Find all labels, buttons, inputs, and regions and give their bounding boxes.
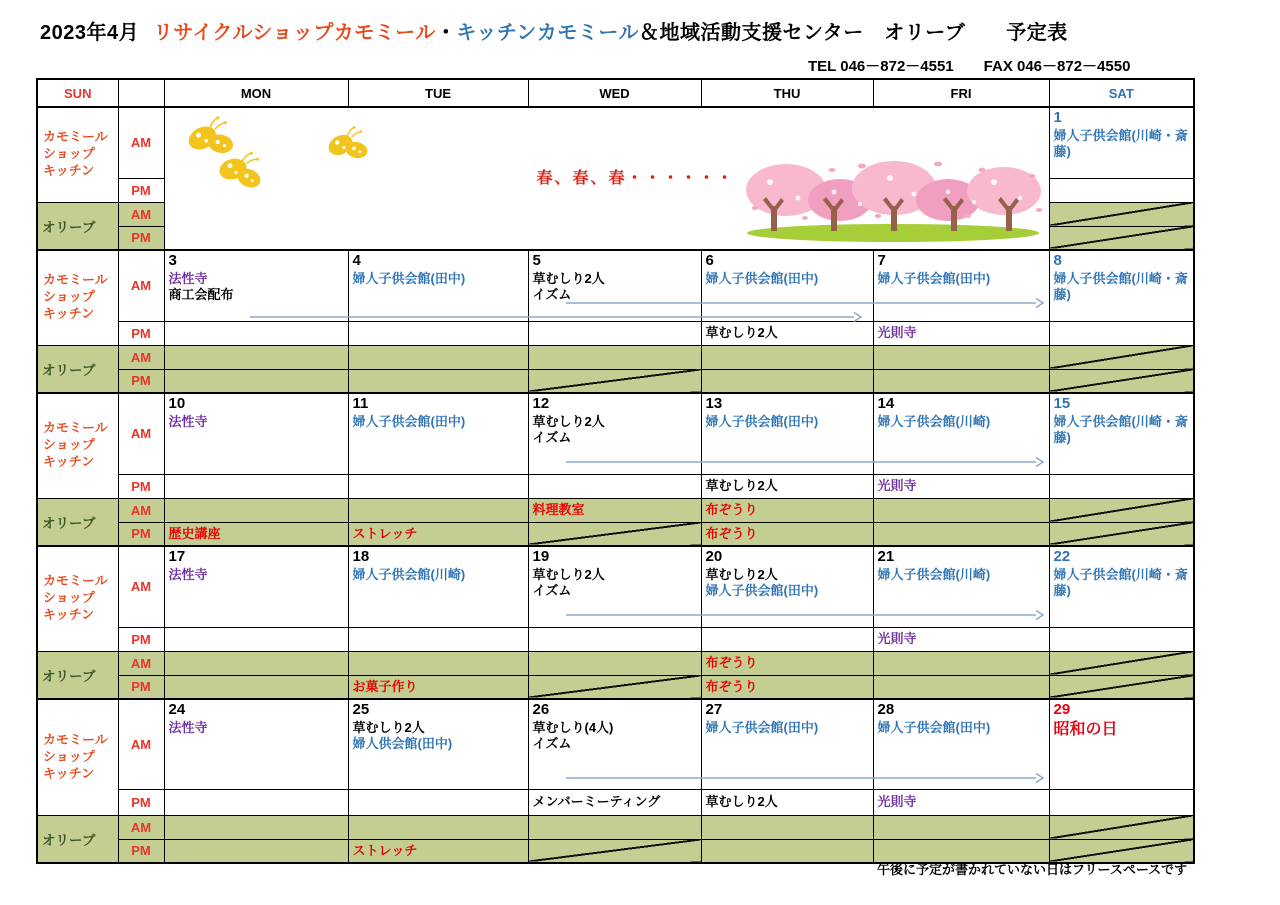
- title-shop-name: リサイクルショップカモミール: [153, 22, 436, 44]
- cell-apr22-olive-pm: [1049, 675, 1194, 699]
- event-text: 婦人子供会館(田中): [705, 583, 819, 599]
- cell-apr19-pm: [528, 627, 701, 651]
- title-rest: ＆地域活動支援センター オリーブ 予定表: [639, 22, 1068, 44]
- cell-apr1-olive-pm: [1049, 226, 1194, 250]
- cell-apr27-olive-am: [701, 815, 873, 839]
- cell-apr14-olive-pm: [873, 522, 1049, 546]
- row-label-olive: オリーブ: [37, 815, 118, 863]
- cell-apr1-olive-am: [1049, 202, 1194, 226]
- cell-apr24-am: [164, 699, 348, 789]
- day-header-row: [37, 79, 1194, 107]
- date-number: 17: [168, 548, 186, 565]
- ampm-label-pm: PM: [118, 522, 164, 546]
- cell-apr28-pm: [873, 789, 1049, 815]
- cell-apr12-am: [528, 393, 701, 474]
- cell-apr26-olive-am: [528, 815, 701, 839]
- cell-apr15-olive-pm: [1049, 522, 1194, 546]
- cell-apr18-pm: [348, 627, 528, 651]
- event-text: 草むしり(4人): [532, 720, 614, 735]
- label-line: ショップ: [43, 590, 95, 606]
- cell-apr7-olive-am: [873, 345, 1049, 369]
- event-text: メンバーミーティング: [532, 793, 661, 809]
- day-header-blank: [118, 79, 164, 107]
- cell-apr17-olive-am: [164, 651, 348, 675]
- cell-apr28-olive-am: [873, 815, 1049, 839]
- event-text: 婦人子供会館(田中): [877, 720, 991, 735]
- cell-apr5-olive-pm: [528, 369, 701, 393]
- event-text: 光則寺: [877, 324, 917, 340]
- contact-info: [808, 55, 1130, 76]
- event-text: 婦人子供会館(川崎): [877, 567, 991, 582]
- cell-apr14-am: [873, 393, 1049, 474]
- cell-apr3-pm: [164, 321, 348, 345]
- cell-apr13-am: [701, 393, 873, 474]
- cell-apr12-pm: [528, 474, 701, 498]
- cell-apr26-pm: [528, 789, 701, 815]
- event-text: 歴史講座: [168, 525, 221, 541]
- ampm-label-am: AM: [118, 345, 164, 369]
- ampm-label-am: AM: [118, 546, 164, 627]
- event-text: 布ぞうり: [705, 501, 758, 517]
- cell-apr24-olive-pm: [164, 839, 348, 863]
- date-number: 7: [877, 252, 886, 269]
- event-text: 商工会配布: [168, 287, 234, 303]
- event-text: 草むしり2人: [352, 720, 425, 735]
- label-line: ショップ: [43, 437, 95, 453]
- date-number: 3: [168, 252, 177, 269]
- cell-apr18-olive-pm: [348, 675, 528, 699]
- event-text: 草むしり2人: [705, 324, 778, 340]
- cell-apr15-pm: [1049, 474, 1194, 498]
- cell-apr4-olive-am: [348, 345, 528, 369]
- date-number: 21: [877, 548, 895, 565]
- event-text: 草むしり2人: [532, 414, 605, 429]
- cell-apr11-olive-am: [348, 498, 528, 522]
- cell-apr11-pm: [348, 474, 528, 498]
- ampm-label-am: AM: [118, 498, 164, 522]
- event-text: 布ぞうり: [705, 654, 758, 670]
- date-number: 29: [1053, 701, 1071, 718]
- label-line: カモミール: [43, 272, 108, 288]
- cell-apr6-pm: [701, 321, 873, 345]
- row-label-chamomile: [37, 250, 118, 345]
- cell-apr22-olive-am: [1049, 651, 1194, 675]
- date-number: 24: [168, 701, 186, 718]
- day-header-wed: WED: [528, 79, 701, 107]
- cell-apr25-olive-am: [348, 815, 528, 839]
- cell-apr11-am: [348, 393, 528, 474]
- event-text: 昭和の日: [1053, 721, 1118, 738]
- cell-apr29-olive-am: [1049, 815, 1194, 839]
- cherry-blossom-trees-icon: [742, 158, 1044, 244]
- date-number: 1: [1053, 109, 1062, 126]
- ampm-label-am: AM: [118, 250, 164, 321]
- cell-apr10-olive-am: [164, 498, 348, 522]
- ampm-label-am: AM: [118, 107, 164, 178]
- label-line: キッチン: [43, 607, 95, 623]
- date-number: 20: [705, 548, 723, 565]
- date-number: 10: [168, 395, 186, 412]
- cell-apr3-olive-am: [164, 345, 348, 369]
- cell-apr8-olive-pm: [1049, 369, 1194, 393]
- ampm-label-am: AM: [118, 815, 164, 839]
- cell-apr20-pm: [701, 627, 873, 651]
- event-text: 婦人子供会館(田中): [705, 271, 819, 286]
- ampm-label-pm: PM: [118, 675, 164, 699]
- label-line: カモミール: [43, 731, 108, 747]
- cell-apr20-olive-pm: [701, 675, 873, 699]
- row-label-olive: オリーブ: [37, 345, 118, 393]
- cell-apr12-olive-am: [528, 498, 701, 522]
- event-text: 料理教室: [532, 501, 585, 517]
- row-label-chamomile: [37, 393, 118, 498]
- spring-decoration-cell: [164, 107, 1049, 250]
- event-text: 草むしり2人: [705, 567, 778, 582]
- day-header-tue: TUE: [348, 79, 528, 107]
- cell-apr10-am: [164, 393, 348, 474]
- row-label-chamomile: [37, 107, 118, 202]
- event-text: イズム: [532, 287, 572, 303]
- cell-apr26-olive-pm: [528, 839, 701, 863]
- cell-apr19-am: [528, 546, 701, 627]
- date-number: 6: [705, 252, 714, 269]
- date-number: 12: [532, 395, 550, 412]
- label-line: ショップ: [43, 748, 95, 764]
- row-label-olive: オリーブ: [37, 498, 118, 546]
- cell-apr17-pm: [164, 627, 348, 651]
- ampm-label-am: AM: [118, 202, 164, 226]
- day-header-thu: THU: [701, 79, 873, 107]
- event-text: 婦人子供会館(田中): [352, 414, 466, 429]
- date-number: 28: [877, 701, 895, 718]
- ampm-label-am: AM: [118, 651, 164, 675]
- event-text: 婦人子供会館(川崎・斎藤): [1053, 271, 1188, 303]
- cell-apr20-olive-am: [701, 651, 873, 675]
- ampm-label-pm: PM: [118, 178, 164, 202]
- cell-apr19-olive-am: [528, 651, 701, 675]
- cell-apr3-am: [164, 250, 348, 321]
- event-text: 法性寺: [168, 271, 208, 286]
- ampm-label-pm: PM: [118, 839, 164, 863]
- event-text: 光則寺: [877, 793, 917, 809]
- event-text: 草むしり2人: [705, 793, 778, 809]
- date-number: 25: [352, 701, 370, 718]
- event-text: 布ぞうり: [705, 525, 758, 541]
- day-header-fri: FRI: [873, 79, 1049, 107]
- spring-text: 春、春、春・・・・・・: [536, 170, 735, 187]
- cell-apr15-olive-am: [1049, 498, 1194, 522]
- cell-apr27-am: [701, 699, 873, 789]
- cell-apr18-olive-am: [348, 651, 528, 675]
- row-label-olive: オリーブ: [37, 202, 118, 250]
- label-line: カモミール: [43, 420, 108, 436]
- cell-apr13-olive-pm: [701, 522, 873, 546]
- cell-apr5-olive-am: [528, 345, 701, 369]
- ampm-label-pm: PM: [118, 369, 164, 393]
- cell-apr8-olive-am: [1049, 345, 1194, 369]
- event-text: 草むしり2人: [532, 271, 605, 286]
- cell-apr14-pm: [873, 474, 1049, 498]
- cell-apr7-pm: [873, 321, 1049, 345]
- cell-apr21-am: [873, 546, 1049, 627]
- event-text: 婦人子供会館(川崎・斎藤): [1053, 567, 1188, 599]
- ampm-label-pm: PM: [118, 226, 164, 250]
- date-number: 27: [705, 701, 723, 718]
- page-title: [40, 16, 1068, 45]
- cell-apr21-olive-pm: [873, 675, 1049, 699]
- date-number: 15: [1053, 395, 1071, 412]
- row-label-chamomile: [37, 546, 118, 651]
- tel-number: TEL 046－872－4551: [808, 58, 954, 75]
- cell-apr13-olive-am: [701, 498, 873, 522]
- ampm-label-am: AM: [118, 699, 164, 789]
- cell-apr25-pm: [348, 789, 528, 815]
- cell-apr7-am: [873, 250, 1049, 321]
- cell-apr17-olive-pm: [164, 675, 348, 699]
- cell-apr22-pm: [1049, 627, 1194, 651]
- day-header-sat: SAT: [1049, 79, 1194, 107]
- cell-apr8-pm: [1049, 321, 1194, 345]
- date-number: 19: [532, 548, 550, 565]
- cell-apr5-am: [528, 250, 701, 321]
- date-number: 8: [1053, 252, 1062, 269]
- butterfly-icon: [208, 142, 274, 199]
- event-text: 草むしり2人: [532, 567, 605, 582]
- cell-apr15-am: [1049, 393, 1194, 474]
- event-text: 婦人子供会館(田中): [352, 271, 466, 286]
- event-text: 婦人子供会館(川崎・斎藤): [1053, 128, 1188, 160]
- butterfly-icon: [323, 124, 375, 166]
- label-line: キッチン: [43, 454, 95, 470]
- cell-apr25-am: [348, 699, 528, 789]
- cell-apr21-pm: [873, 627, 1049, 651]
- cell-apr29-am: [1049, 699, 1194, 789]
- cell-apr12-olive-pm: [528, 522, 701, 546]
- ampm-label-pm: PM: [118, 627, 164, 651]
- schedule-table: [36, 78, 1195, 864]
- event-text: イズム: [532, 430, 572, 446]
- event-text: 婦人子供会館(川崎・斎藤): [1053, 414, 1188, 446]
- cell-apr10-pm: [164, 474, 348, 498]
- event-text: 光則寺: [877, 630, 917, 646]
- date-number: 14: [877, 395, 895, 412]
- event-text: 婦人子供会館(川崎): [352, 567, 466, 582]
- event-text: 法性寺: [168, 567, 208, 582]
- cell-apr6-olive-am: [701, 345, 873, 369]
- day-header-sun: SUN: [37, 79, 118, 107]
- day-header-mon: MON: [164, 79, 348, 107]
- event-text: 婦人供会館(田中): [352, 736, 453, 752]
- cell-apr5-pm: [528, 321, 701, 345]
- label-line: カモミール: [43, 129, 108, 145]
- cell-apr24-pm: [164, 789, 348, 815]
- cell-apr17-am: [164, 546, 348, 627]
- row-label-chamomile: [37, 699, 118, 815]
- cell-apr1-am: [1049, 107, 1194, 178]
- date-number: 4: [352, 252, 361, 269]
- label-line: ショップ: [43, 289, 95, 305]
- cell-apr18-am: [348, 546, 528, 627]
- label-line: キッチン: [43, 163, 95, 179]
- date-number: 13: [705, 395, 723, 412]
- event-text: イズム: [532, 583, 572, 599]
- cell-apr4-pm: [348, 321, 528, 345]
- cell-apr22-am: [1049, 546, 1194, 627]
- label-line: カモミール: [43, 573, 108, 589]
- cell-apr10-olive-pm: [164, 522, 348, 546]
- date-number: 5: [532, 252, 541, 269]
- cell-apr25-olive-pm: [348, 839, 528, 863]
- date-number: 11: [352, 395, 369, 412]
- ampm-label-pm: PM: [118, 474, 164, 498]
- cell-apr13-pm: [701, 474, 873, 498]
- label-line: ショップ: [43, 146, 95, 162]
- event-text: お菓子作り: [352, 678, 418, 694]
- label-line: キッチン: [43, 306, 95, 322]
- cell-apr8-am: [1049, 250, 1194, 321]
- cell-apr29-pm: [1049, 789, 1194, 815]
- event-text: 法性寺: [168, 414, 208, 429]
- event-text: 婦人子供会館(田中): [705, 720, 819, 735]
- cell-apr4-olive-pm: [348, 369, 528, 393]
- title-separator: ・: [435, 22, 457, 44]
- event-text: イズム: [532, 736, 572, 752]
- ampm-label-pm: PM: [118, 321, 164, 345]
- event-text: 婦人子供会館(田中): [877, 271, 991, 286]
- title-kitchen-name: キッチンカモミール: [456, 22, 640, 44]
- cell-apr6-olive-pm: [701, 369, 873, 393]
- cell-apr27-olive-pm: [701, 839, 873, 863]
- cell-apr24-olive-am: [164, 815, 348, 839]
- footer-note: 午後に予定が書かれていない日はフリースペースです: [877, 862, 1188, 877]
- event-text: 婦人子供会館(川崎): [877, 414, 991, 429]
- event-text: 法性寺: [168, 720, 208, 735]
- row-label-olive: オリーブ: [37, 651, 118, 699]
- date-number: 18: [352, 548, 370, 565]
- event-text: 草むしり2人: [705, 477, 778, 493]
- cell-apr6-am: [701, 250, 873, 321]
- cell-apr11-olive-pm: [348, 522, 528, 546]
- cell-apr7-olive-pm: [873, 369, 1049, 393]
- cell-apr1-pm: [1049, 178, 1194, 202]
- ampm-label-am: AM: [118, 393, 164, 474]
- date-number: 22: [1053, 548, 1071, 565]
- cell-apr21-olive-am: [873, 651, 1049, 675]
- ampm-label-pm: PM: [118, 789, 164, 815]
- date-number: 26: [532, 701, 550, 718]
- cell-apr3-olive-pm: [164, 369, 348, 393]
- cell-apr14-olive-am: [873, 498, 1049, 522]
- event-text: 光則寺: [877, 477, 917, 493]
- event-text: 布ぞうり: [705, 678, 758, 694]
- event-text: ストレッチ: [352, 842, 418, 858]
- cell-apr20-am: [701, 546, 873, 627]
- cell-apr27-pm: [701, 789, 873, 815]
- cell-apr26-am: [528, 699, 701, 789]
- event-text: 婦人子供会館(田中): [705, 414, 819, 429]
- cell-apr4-am: [348, 250, 528, 321]
- cell-apr28-am: [873, 699, 1049, 789]
- title-month: 2023年4月: [40, 22, 140, 44]
- cell-apr19-olive-pm: [528, 675, 701, 699]
- event-text: ストレッチ: [352, 525, 418, 541]
- label-line: キッチン: [43, 765, 95, 781]
- fax-number: FAX 046－872－4550: [983, 58, 1131, 75]
